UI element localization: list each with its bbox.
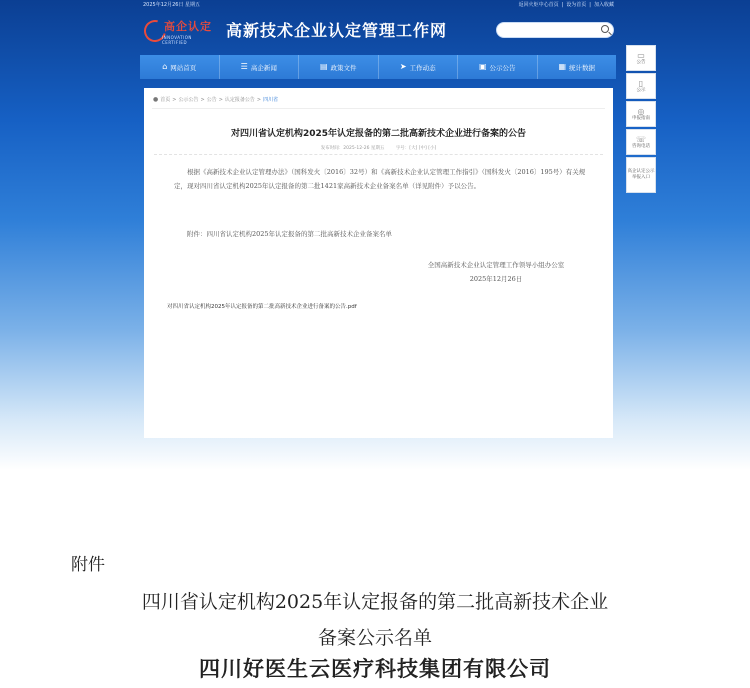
home-icon: ⌂ (162, 62, 168, 71)
top-link-bookmark[interactable]: 加入收藏 (593, 2, 614, 8)
logo-subtext: INNOVATION CERTIFIED (162, 35, 192, 45)
attachment-document (0, 470, 750, 688)
side-float-bar (626, 45, 656, 195)
document-heading: 四川省认定机构2025年认定报备的第二批高新技术企业 (141, 591, 609, 613)
company-name: 四川好医生云医疗科技集团有限公司 (199, 656, 551, 681)
current-date: 2025年12月26日 星期五 (143, 2, 201, 8)
breadcrumb: ● 首页 > 公示公告 > 公告 > 认定报备公告 > 四川省 (153, 96, 279, 103)
divider (154, 154, 603, 155)
article-attachment-note: 附件：四川省认定机构2025年认定报备的第二批高新技术企业备案名单 (187, 230, 393, 238)
news-icon: ☰ (240, 62, 248, 71)
article-panel (144, 88, 613, 438)
breadcrumb-home[interactable]: 首页 (160, 97, 171, 103)
logo-text: 高企认定 (164, 20, 212, 33)
top-link-set-homepage[interactable]: 设为首页 (566, 2, 587, 8)
notice-icon: ▭ (637, 50, 645, 60)
nav-item-home[interactable]: ⌂ 网站首页 (140, 55, 220, 79)
announcement-icon: ▣ (478, 62, 487, 71)
document-subheading: 备案公示名单 (317, 627, 432, 649)
nav-item-announcement[interactable]: ▣ 公示公告 (458, 55, 538, 79)
article-title: 对四川省认定机构2025年认定报备的第二批高新技术企业进行备案的公告 (230, 129, 527, 139)
article-signature: 全国高新技术企业认定管理工作领导小组办公室 (427, 261, 565, 269)
side-item-publicity[interactable]: ▯ 公示 (626, 73, 656, 99)
location-icon: ● (153, 96, 159, 103)
nav-item-policy[interactable]: ▤ 政策文件 (299, 55, 379, 79)
publish-date: 发布时间：2025-12-26 星期五 (320, 146, 385, 151)
nav-item-work[interactable]: ➤ 工作动态 (379, 55, 459, 79)
send-icon: ➤ (399, 62, 407, 71)
attachment-link[interactable]: 对四川省认定机构2025年认定报备的第二批高新技术企业进行备案的公告.pdf (167, 304, 357, 310)
document-icon: ▤ (319, 62, 328, 71)
top-links: 返回火炬中心首页 | 设为首页 | 加入收藏 (518, 2, 614, 8)
side-item-report[interactable]: 高企认定公示举报入口 (626, 157, 656, 193)
site-header (140, 12, 616, 48)
main-nav (140, 55, 616, 79)
font-size-control[interactable]: 字号：[大] [中] [小] (395, 146, 437, 151)
top-bar (140, 0, 616, 10)
phone-icon: ☏ (635, 134, 646, 144)
article-paragraph: 根据《高新技术企业认定管理办法》（国科发火〔2016〕32号）和《高新技术企业认定管理工作指引》（国科发火〔2016〕195号）有关规定，现对四川省认定机构2025年认定报备的第二批1421家高新技术企业备案名单（详见附件）予以公告。 (174, 168, 586, 190)
nav-item-statistics[interactable]: ▦ 统计数据 (558, 62, 596, 72)
breadcrumb-current[interactable]: 四川省 (263, 97, 279, 103)
article-meta (144, 145, 613, 151)
search-input[interactable] (496, 22, 614, 38)
breadcrumb-announcements[interactable]: 公示公告 (178, 97, 199, 103)
site-title: 高新技术企业认定管理工作网 (226, 21, 448, 40)
statistics-icon: ▦ (558, 62, 567, 71)
breadcrumb-notice[interactable]: 公告 (206, 97, 217, 103)
side-item-guide[interactable]: ◎ 申报指南 (626, 101, 656, 127)
divider (152, 108, 605, 109)
publicity-icon: ▯ (638, 78, 644, 88)
nav-item-news[interactable]: ☰ 高企新闻 (220, 55, 300, 79)
guide-icon: ◎ (637, 106, 645, 116)
breadcrumb-filing[interactable]: 认定报备公告 (224, 97, 255, 103)
side-item-notice[interactable]: ▭ 公告 (626, 45, 656, 71)
article-sign-date: 2025年12月26日 (469, 275, 523, 283)
side-item-phone[interactable]: ☏ 咨询电话 (626, 129, 656, 155)
site-logo[interactable] (142, 16, 218, 46)
search-icon[interactable] (601, 25, 609, 33)
document-label: 附件 (71, 555, 105, 575)
top-link-home[interactable]: 返回火炬中心首页 (518, 2, 559, 8)
